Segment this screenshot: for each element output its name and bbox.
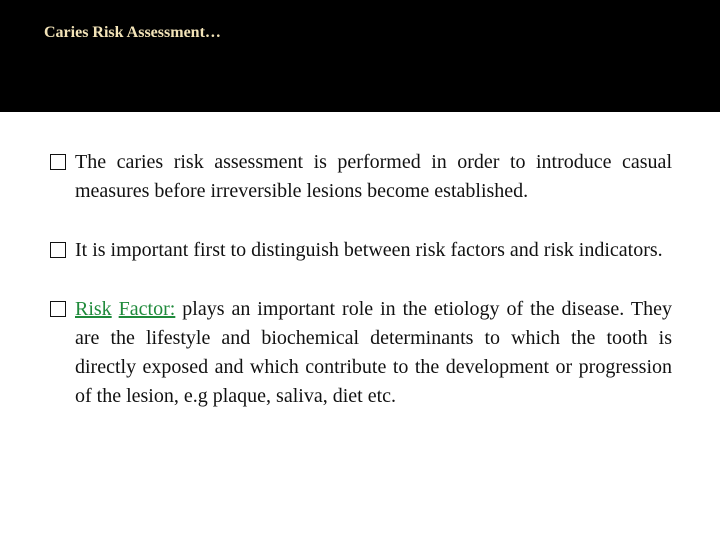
square-box-icon [50,301,66,317]
slide-header [0,0,720,112]
bullet-item-1 [50,148,672,206]
bullet-item-3 [50,295,672,411]
slide-title: Caries Risk Assessment… [44,24,221,41]
bullet-item-2 [50,236,672,265]
bullet-list [50,148,672,441]
bullet-text-2: It is important first to distinguish between risk factors and risk indicators. [75,239,663,261]
risk-link[interactable]: Risk [75,298,112,320]
bullet-text-1: The caries risk assessment is performed in order to introduce casual measures before irreversible lesions become established. [75,151,672,202]
square-box-icon [50,242,66,258]
square-box-icon [50,154,66,170]
factor-link[interactable]: Factor: [118,298,176,320]
bullet-text-3: plays an important role in the etiology of the disease. They are the lifestyle and biochemical determinants to which the tooth is directly exposed and which contribute to the development or progression of the lesion, e.g plaque, saliva, diet etc. [75,298,672,407]
